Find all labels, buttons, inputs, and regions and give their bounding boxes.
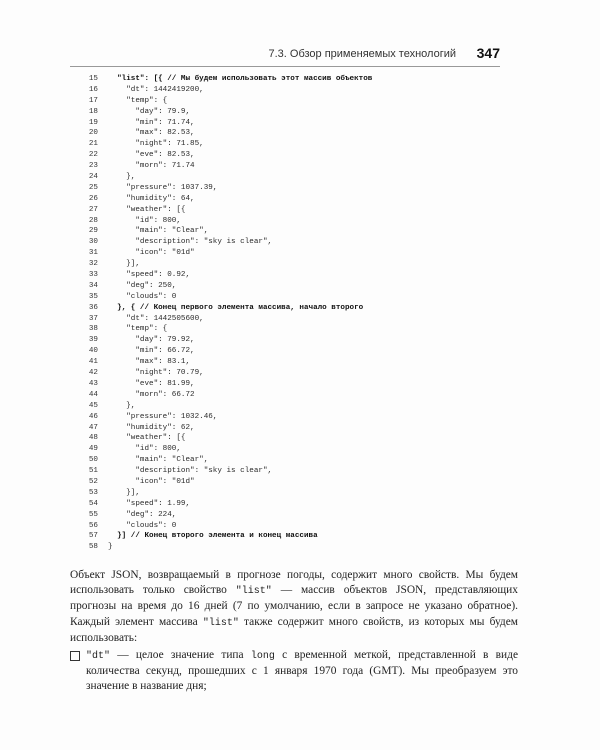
code-text: "main": "Clear", [108, 227, 209, 236]
line-number: 51 [88, 467, 98, 476]
code-text: "pressure": 1032.46, [108, 412, 218, 421]
code-text: }], [108, 260, 140, 269]
line-number: 24 [88, 173, 98, 182]
code-text: "main": "Clear", [108, 456, 209, 465]
bullet-item-dt [70, 648, 518, 695]
code-line [84, 237, 504, 248]
code-text: "pressure": 1037.39, [108, 183, 218, 192]
line-number: 16 [88, 85, 98, 94]
code-text: } [108, 543, 113, 552]
checkbox-bullet-icon [70, 651, 80, 661]
code-text: "eve": 82.53, [108, 151, 195, 160]
paragraph-text-2: — массив объектов JSON, представляющих прогнозы на время до 16 дней (7 по умолчанию, если в запросе не указано обратное). Каждый элемент массива [70, 584, 518, 628]
code-text: "id": 800, [108, 445, 181, 454]
line-number: 21 [88, 140, 98, 149]
code-line [84, 433, 504, 444]
code-text: "night": 71.85, [108, 140, 204, 149]
line-number: 42 [88, 369, 98, 378]
code-line [84, 183, 504, 194]
code-line [84, 139, 504, 150]
code-line [84, 455, 504, 466]
line-number: 54 [88, 499, 98, 508]
code-text: "dt": 1442505600, [108, 314, 204, 323]
line-number: 23 [88, 162, 98, 171]
bullet-text-1: — целое значение типа [110, 649, 251, 661]
code-text: "dt": 1442419200, [108, 85, 204, 94]
paragraph-text-3: также содержит много свойств, из которых мы будем использовать: [70, 615, 518, 644]
section-title: 7.3. Обзор применяемых технологий [268, 48, 456, 60]
line-number: 28 [88, 216, 98, 225]
code-line [84, 314, 504, 325]
line-number: 32 [88, 260, 98, 269]
code-text: "icon": "01d" [108, 477, 195, 486]
code-line [84, 85, 504, 96]
line-number: 38 [88, 325, 98, 334]
inline-code-long: long [250, 651, 275, 662]
line-number: 25 [88, 183, 98, 192]
line-number: 44 [88, 390, 98, 399]
code-line [84, 488, 504, 499]
line-number: 39 [88, 336, 98, 345]
line-number: 40 [88, 347, 98, 356]
code-line [84, 128, 504, 139]
inline-code-list-2: "list" [202, 617, 239, 629]
line-number: 46 [88, 412, 98, 421]
line-number: 36 [88, 303, 98, 312]
line-number: 34 [88, 281, 98, 290]
code-text: "weather": [{ [108, 434, 186, 443]
line-number: 15 [88, 75, 98, 83]
line-number: 57 [88, 532, 98, 541]
code-text: "min": 66.72, [108, 347, 195, 356]
code-line [84, 226, 504, 237]
line-number: 58 [88, 543, 98, 552]
line-number: 43 [88, 379, 98, 388]
bullet-text-2: с временной меткой, представленной в виде количества секунд, прошедших с 1 января 1970 года (GMT). Мы преобразуем это значение в название дня; [86, 649, 518, 693]
code-line [84, 118, 504, 129]
body-paragraph [70, 568, 518, 646]
line-number: 37 [88, 314, 98, 323]
code-line [84, 335, 504, 346]
code-line [84, 161, 504, 172]
code-line [84, 216, 504, 227]
line-number: 47 [88, 423, 98, 432]
code-text: "speed": 0.92, [108, 271, 191, 280]
code-text: "morn": 66.72 [108, 390, 195, 399]
code-line [84, 292, 504, 303]
paragraph-text-1: Объект JSON, возвращаемый в прогнозе погоды, содержит много свойств. Мы будем использовать только свойство [70, 569, 518, 597]
code-line [84, 205, 504, 216]
code-line [84, 270, 504, 281]
code-text: }], [108, 488, 140, 497]
code-line [84, 390, 504, 401]
code-text: }] // Конец второго элемента и конец массива [108, 532, 318, 541]
code-line [84, 107, 504, 118]
code-line [84, 324, 504, 335]
line-number: 29 [88, 227, 98, 236]
code-line [84, 542, 504, 553]
code-line [84, 259, 504, 270]
code-text: }, { // Конец первого элемента массива, начало второго [108, 303, 364, 312]
code-line [84, 521, 504, 532]
code-text: "icon": "01d" [108, 249, 195, 258]
code-line [84, 477, 504, 488]
code-line [84, 510, 504, 521]
code-text: "temp": { [108, 96, 168, 105]
code-line [84, 346, 504, 357]
code-text: "description": "sky is clear", [108, 238, 273, 247]
code-line [84, 466, 504, 477]
inline-code-list: "list" [235, 586, 272, 598]
code-line [84, 379, 504, 390]
line-number: 48 [88, 434, 98, 443]
code-line [84, 357, 504, 368]
code-text: "min": 71.74, [108, 118, 195, 127]
line-number: 56 [88, 521, 98, 530]
line-number: 53 [88, 488, 98, 497]
line-number: 45 [88, 401, 98, 410]
code-text: "humidity": 62, [108, 423, 195, 432]
code-line [84, 303, 504, 314]
code-text: "clouds": 0 [108, 292, 177, 301]
line-number: 19 [88, 118, 98, 127]
code-line [84, 401, 504, 412]
code-text: "list": [{ // Мы будем использовать этот массив объектов [108, 75, 373, 83]
line-number: 49 [88, 445, 98, 454]
bullet-text [86, 648, 518, 695]
code-line [84, 423, 504, 434]
code-text: "max": 82.53, [108, 129, 195, 138]
code-text: "deg": 224, [108, 510, 177, 519]
line-number: 31 [88, 249, 98, 258]
code-line [84, 248, 504, 259]
line-number: 20 [88, 129, 98, 138]
line-number: 27 [88, 205, 98, 214]
line-number: 26 [88, 194, 98, 203]
code-line [84, 194, 504, 205]
code-text: }, [108, 401, 136, 410]
code-listing [84, 74, 504, 553]
code-line [84, 499, 504, 510]
code-text: "night": 70.79, [108, 369, 204, 378]
code-text: "day": 79.9, [108, 107, 191, 116]
code-text: "speed": 1.99, [108, 499, 191, 508]
line-number: 22 [88, 151, 98, 160]
code-text: "temp": { [108, 325, 168, 334]
code-line [84, 444, 504, 455]
code-line [84, 172, 504, 183]
code-text: "morn": 71.74 [108, 162, 195, 171]
code-text: }, [108, 173, 136, 182]
running-header [70, 46, 500, 67]
code-text: "humidity": 64, [108, 194, 195, 203]
code-line [84, 531, 504, 542]
line-number: 55 [88, 510, 98, 519]
code-line [84, 368, 504, 379]
code-line [84, 150, 504, 161]
code-text: "max": 83.1, [108, 358, 191, 367]
code-text: "description": "sky is clear", [108, 467, 273, 476]
code-text: "id": 800, [108, 216, 181, 225]
code-text: "day": 79.92, [108, 336, 195, 345]
code-line [84, 96, 504, 107]
code-text: "eve": 81.99, [108, 379, 195, 388]
code-text: "clouds": 0 [108, 521, 177, 530]
line-number: 41 [88, 358, 98, 367]
code-line [84, 412, 504, 423]
line-number: 50 [88, 456, 98, 465]
page-number: 347 [476, 45, 500, 61]
code-line [84, 74, 504, 85]
line-number: 33 [88, 271, 98, 280]
line-number: 17 [88, 96, 98, 105]
line-number: 30 [88, 238, 98, 247]
code-text: "deg": 250, [108, 281, 177, 290]
code-line [84, 281, 504, 292]
line-number: 35 [88, 292, 98, 301]
line-number: 18 [88, 107, 98, 116]
inline-code-dt: "dt" [86, 651, 111, 662]
line-number: 52 [88, 477, 98, 486]
code-text: "weather": [{ [108, 205, 186, 214]
